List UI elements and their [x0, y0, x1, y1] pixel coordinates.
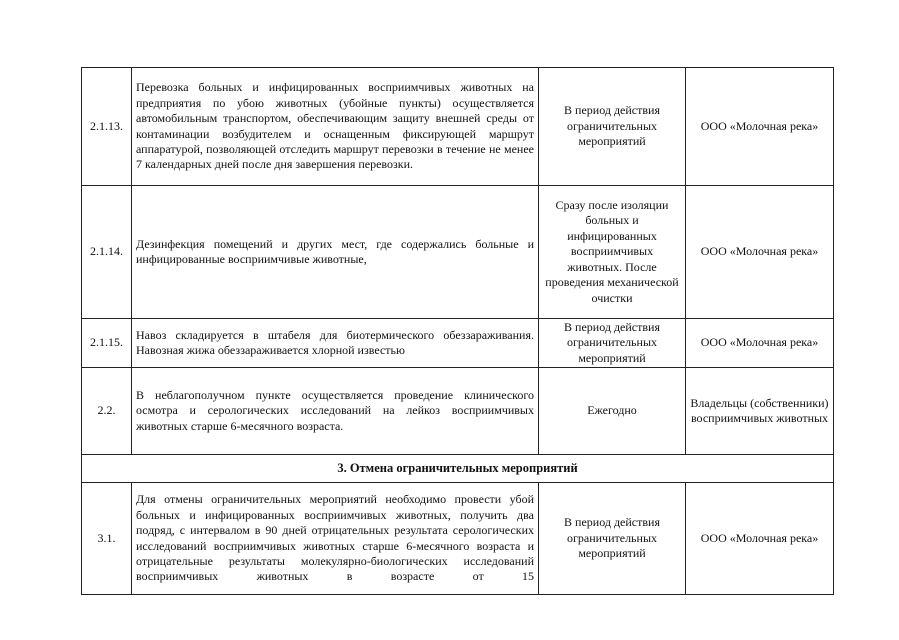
- measure-term: Сразу после изоляции больных и инфицированных восприимчивых животных. После проведения механической очистки: [539, 186, 686, 319]
- measure-term: В период действия ограничительных мероприятий: [539, 483, 686, 595]
- measure-term: Ежегодно: [539, 368, 686, 455]
- responsible-party: ООО «Молочная река»: [686, 319, 834, 368]
- row-number: 3.1.: [82, 483, 132, 595]
- table-row: [82, 186, 834, 319]
- row-number: 2.1.13.: [82, 68, 132, 186]
- table-row: [82, 368, 834, 455]
- table-row: [82, 319, 834, 368]
- section-header-row: [82, 455, 834, 483]
- measure-description: Дезинфекция помещений и других мест, где содержались больные и инфицированные восприимчивые животные,: [132, 186, 539, 319]
- measures-table: [81, 67, 834, 595]
- row-number: 2.1.15.: [82, 319, 132, 368]
- row-number: 2.1.14.: [82, 186, 132, 319]
- responsible-party: ООО «Молочная река»: [686, 68, 834, 186]
- section-title: 3. Отмена ограничительных мероприятий: [82, 455, 834, 483]
- row-number: 2.2.: [82, 368, 132, 455]
- measure-description: Перевозка больных и инфицированных восприимчивых животных на предприятия по убою животных (убойные пункты) осуществляется автомобильным транспортом, обеспечивающим защиту внешней среды от контаминации возбудителем и оснащенным фиксирующей маршрут аппаратурой, позволяющей отследить маршрут перевозки в течение не менее 7 календарных дней после дня завершения перевозки.: [132, 68, 539, 186]
- measure-description: Для отмены ограничительных мероприятий необходимо провести убой больных и инфицированных восприимчивых животных, получить два подряд, с интервалом в 90 дней отрицательных результата серологических исследований восприимчивых животных старше 6-месячного возраста и отрицательные результаты молекулярно-биологических исследований восприимчивых животных в возрасте от 15: [132, 483, 539, 595]
- measure-description: В неблагополучном пункте осуществляется проведение клинического осмотра и серологических исследований на лейкоз восприимчивых животных старше 6-месячного возраста.: [132, 368, 539, 455]
- measure-term: В период действия ограничительных мероприятий: [539, 319, 686, 368]
- responsible-party: Владельцы (собственники) восприимчивых животных: [686, 368, 834, 455]
- responsible-party: ООО «Молочная река»: [686, 483, 834, 595]
- measure-term: В период действия ограничительных мероприятий: [539, 68, 686, 186]
- responsible-party: ООО «Молочная река»: [686, 186, 834, 319]
- table-row: [82, 68, 834, 186]
- measure-description: Навоз складируется в штабеля для биотермического обеззараживания. Навозная жижа обеззараживается хлорной известью: [132, 319, 539, 368]
- table-row: [82, 483, 834, 595]
